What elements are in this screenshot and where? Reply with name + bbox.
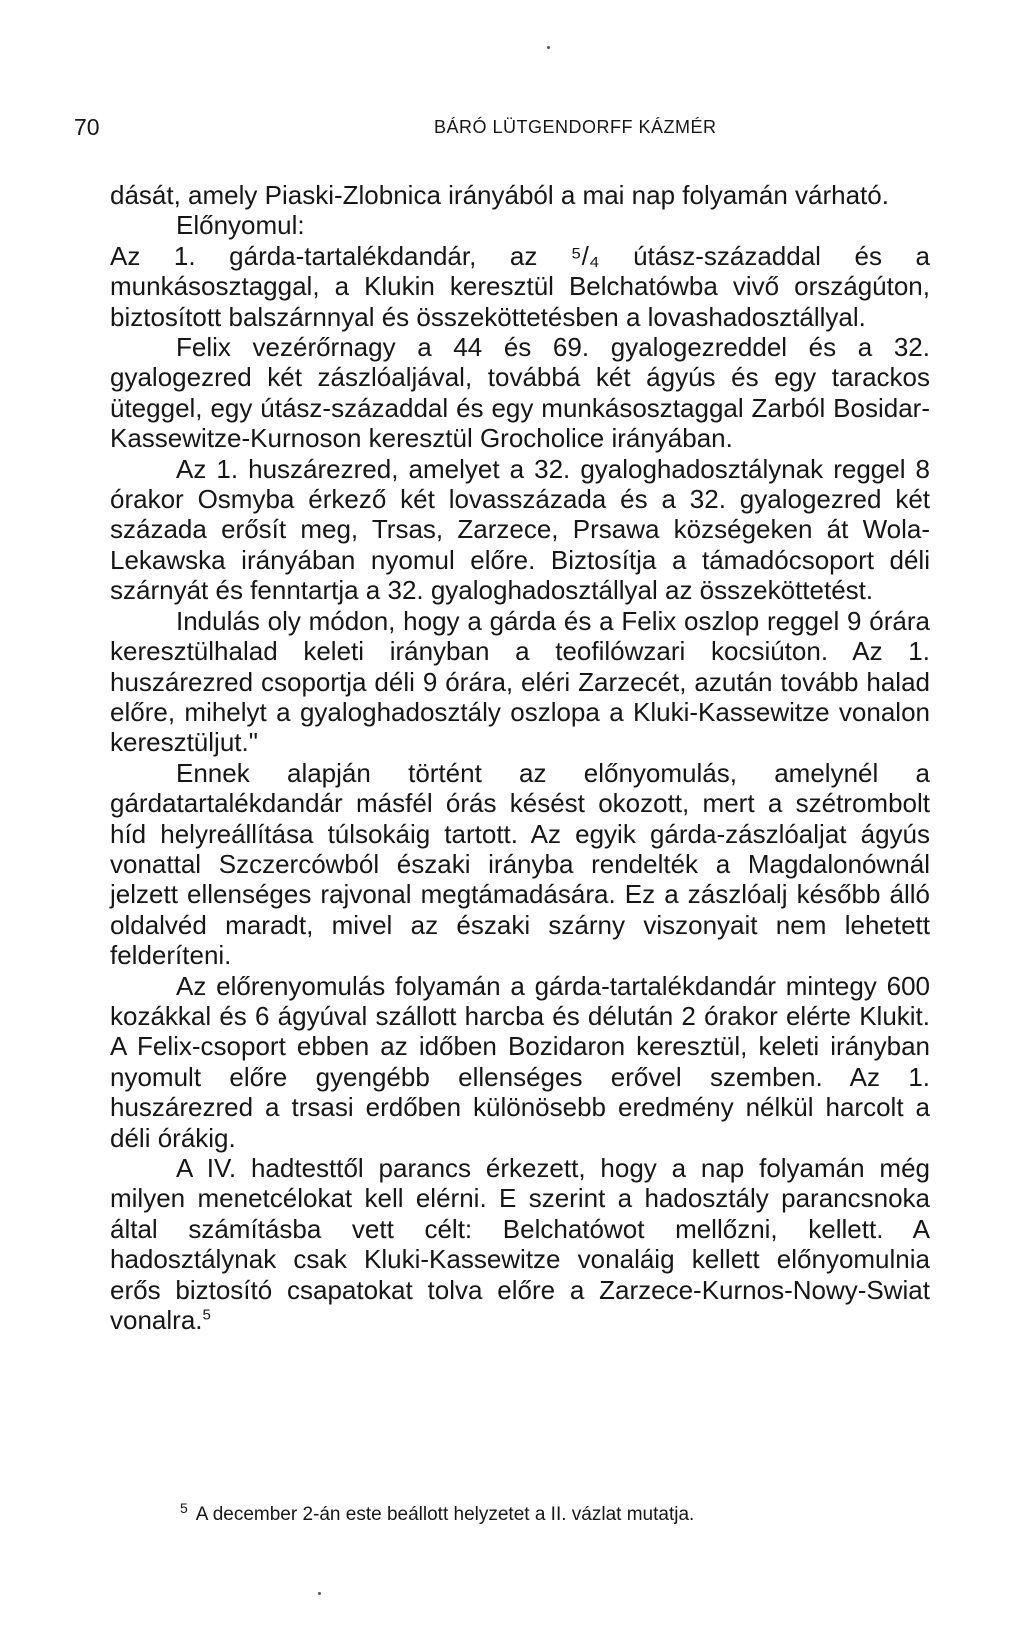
paragraph	[110, 241, 930, 332]
paragraph-text: Az 1. gárda-tartalékdandár, az ⁵/₄ útász-századdal és a munkásosztaggal, a Klukin keresztül Belchatówba vivő országúton, biztosított balszárnnyal és összeköttetésben a lovashadosztállyal.	[110, 240, 930, 332]
running-head: BÁRÓ LÜTGENDORFF KÁZMÉR	[434, 117, 717, 137]
paragraph: Az előrenyomulás folyamán a gárda-tartalékdandár mintegy 600 kozákkal és 6 ágyúval szállott harcba és délután 2 órakor elérte Klukit. A Felix-csoport ebben az időben Bozidaron keresztül, keleti irányban nyomult előre gyengébb ellenséges erővel szemben. Az 1. huszárezred a trsasi erdőben különösebb eredmény nélkül harcolt a déli órákig.	[110, 970, 930, 1153]
footnote	[180, 1499, 940, 1528]
paragraph: dását, amely Piaski-Zlobnica irányából a mai nap folyamán várható.	[110, 180, 889, 210]
body-text	[110, 180, 930, 1335]
paragraph: Előnyomul:	[176, 210, 305, 241]
footnote-text: A december 2-án este beállott helyzetet a II. vázlat mutatja.	[195, 1504, 695, 1525]
paragraph: Az 1. huszárezred, amelyet a 32. gyaloghadosztálynak reggel 8 órakor Osmyba érkező két lovasszázada és a 32. gyalogezred két százada erősít meg, Trsas, Zarzece, Prsawa községeken át Wola-Lekawska irányában nyomul előre. Biztosítja a támadócsoport déli szárnyát és fenntartja a 32. gyaloghadosztállyal az összeköttetést.	[110, 453, 930, 606]
page-number: 70	[74, 114, 100, 140]
paragraph: Felix vezérőrnagy a 44 és 69. gyalogezreddel és a 32. gyalogezred két zászlóaljával, továbbá két ágyús és egy tarackos üteggel, egy útász-századdal és egy munkásosztaggal Zarból Bosidar-Kassewitze-Kurnoson keresztül Grocholice irányában.	[110, 332, 930, 454]
paragraph-text: A IV. hadtesttől parancs érkezett, hogy a nap folyamán még milyen menetcélokat kell elérni. E szerint a hadosztály parancsnoka által számításba vett célt: Belchatówot mellőzni, kellett. A hadosztálynak csak Kluki-Kassewitze vonaláig kellett előnyomulnia erős biztosító csapatokat tolva előre a Zarzece-Kurnos-Nowy-Swiat vonalra.	[110, 1153, 930, 1336]
paragraph	[110, 1153, 930, 1335]
speck-mark	[318, 1592, 321, 1595]
speck-mark	[547, 46, 550, 49]
footnote-number: 5	[180, 1499, 188, 1516]
paragraph: Indulás oly módon, hogy a gárda és a Felix oszlop reggel 9 órára keresztülhalad keleti irányban a teofilówzari kocsiúton. Az 1. huszárezred csoportja déli 9 órára, eléri Zarzecét, azután tovább halad előre, mihelyt a gyaloghadosztály oszlopa a Kluki-Kassewitze vonalon keresztüljut."	[110, 605, 930, 758]
page-header	[74, 112, 934, 142]
footnote-reference: 5	[202, 1306, 211, 1324]
paragraph: Ennek alapján történt az előnyomulás, amelynél a gárdatartalékdandár másfél órás késést okozott, mert a szétrombolt híd helyreállítása túlsokáig tartott. Az egyik gárda-zászlóaljat ágyús vonattal Szczercówból északi irányba rendelték a Magdalonównál jelzett ellenséges rajvonal megtámadására. Ez a zászlóalj később álló oldalvéd maradt, mivel az északi szárny viszonyait nem lehetett felderíteni.	[110, 757, 930, 971]
